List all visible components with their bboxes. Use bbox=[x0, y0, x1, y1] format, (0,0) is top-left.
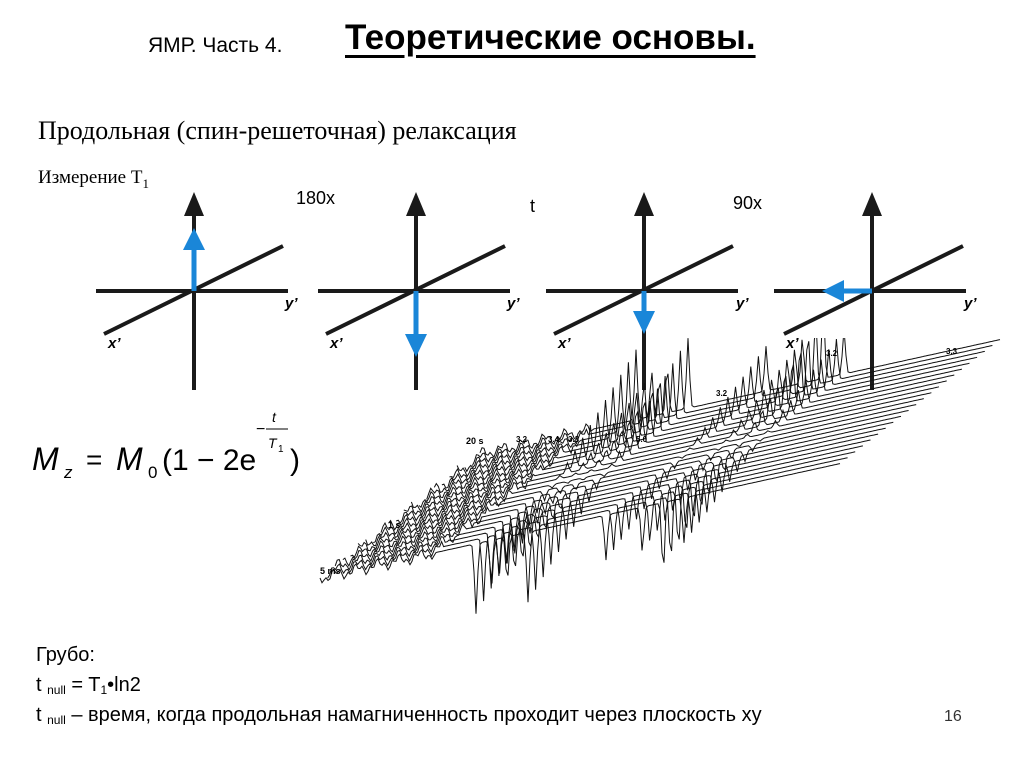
tnull-t: t bbox=[36, 674, 42, 696]
formula-m0: M bbox=[116, 441, 143, 477]
time-label-20s: 20 s bbox=[466, 436, 484, 446]
axis-label-y: y’ bbox=[736, 295, 749, 312]
spectrum-trace bbox=[335, 452, 855, 589]
peak-label: 3.2 bbox=[516, 435, 528, 444]
tnull-sub2: 1 bbox=[100, 683, 108, 697]
tnull-definition bbox=[36, 704, 762, 727]
axis-label-y: y’ bbox=[285, 295, 298, 312]
formula-m: M bbox=[32, 441, 59, 477]
delay-label-t: t bbox=[530, 196, 536, 216]
slide-prefix: ЯМР. Часть 4. bbox=[148, 34, 283, 57]
axis-label-x: x’ bbox=[558, 335, 571, 352]
peak-label: 3.3 bbox=[946, 347, 958, 356]
spectrum-traces bbox=[320, 338, 1000, 614]
tnull-def-t: t bbox=[36, 704, 42, 726]
slide-title: Теоретические основы. bbox=[345, 18, 756, 57]
formula-0: 0 bbox=[148, 463, 158, 482]
diagram-1-equilibrium bbox=[96, 192, 298, 390]
peak-label: 3.3 bbox=[568, 435, 580, 444]
time-label-1s: 1 s bbox=[388, 520, 401, 530]
spectrum-trace bbox=[472, 338, 992, 466]
axis-label-x: x’ bbox=[330, 335, 343, 352]
time-label-5ms: 5 ms bbox=[320, 566, 341, 576]
page-number: 16 bbox=[944, 708, 962, 725]
spectrum-trace bbox=[358, 434, 878, 551]
rough-label: Грубо: bbox=[36, 644, 95, 666]
spectrum-trace bbox=[457, 353, 977, 476]
tnull-def-text: – время, когда продольная намагниченность проходит через плоскость xy bbox=[65, 704, 762, 726]
formula-exp-den-sub: 1 bbox=[278, 444, 284, 455]
pulse-label-180: 180x bbox=[296, 188, 336, 208]
tnull-eq: = T bbox=[65, 674, 101, 696]
measurement-sub: 1 bbox=[142, 175, 149, 191]
axis-label-y: y’ bbox=[964, 295, 977, 312]
pulse-label-90: 90x bbox=[733, 193, 763, 213]
peak-label: 3.2 bbox=[716, 389, 728, 398]
tnull-def-sub: null bbox=[47, 713, 66, 727]
formula-exp-den: T bbox=[268, 435, 277, 451]
formula-close: ) bbox=[290, 444, 300, 477]
peak-label: 3.2 bbox=[826, 349, 838, 358]
formula-equals: = bbox=[86, 444, 103, 475]
formula-z: z bbox=[64, 463, 73, 482]
measurement-text: Измерение T bbox=[38, 167, 143, 188]
axis-label-x: x’ bbox=[786, 335, 799, 352]
stacked-spectra bbox=[310, 338, 1010, 668]
tnull-ln: •ln2 bbox=[107, 674, 141, 696]
peak-label: 3.4 bbox=[548, 435, 560, 444]
tnull-sub: null bbox=[47, 683, 66, 697]
formula-exp-num: t bbox=[272, 409, 276, 425]
peak-label: 5.0 bbox=[636, 435, 648, 444]
formula-exp-sign: − bbox=[256, 421, 266, 438]
formula-body: (1 − 2e bbox=[162, 444, 257, 477]
tnull-formula bbox=[36, 674, 141, 697]
axis-label-x: x’ bbox=[108, 335, 121, 352]
axis-label-y: y’ bbox=[507, 295, 520, 312]
section-subtitle: Продольная (спин-решеточная) релаксация bbox=[38, 116, 517, 145]
relaxation-formula bbox=[30, 408, 330, 488]
